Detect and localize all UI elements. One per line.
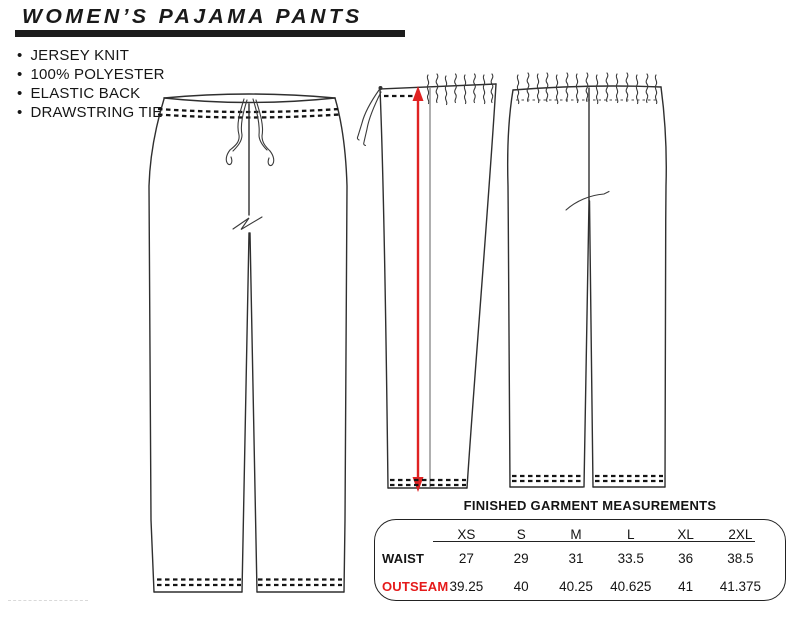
drawstring-front [226,99,273,166]
feature-text: DRAWSTRING TIE [30,104,163,121]
waist-value: 33.5 [617,551,644,566]
row-label-outseam: OUTSEAM [382,578,449,594]
side-view-drawing [357,74,496,492]
waist-value: 38.5 [727,551,754,566]
outseam-measure-arrow [413,86,424,492]
faint-guideline [8,600,88,601]
row-label-waist: WAIST [382,551,425,566]
front-view-drawing [149,94,347,592]
drawstring-side [357,90,381,146]
waist-value: 31 [568,551,584,566]
header-underline [433,541,755,542]
back-view-drawing [508,73,667,487]
break-mark [233,217,262,230]
page-title: WOMEN’S PAJAMA PANTS [22,6,363,28]
outseam-value: 40.625 [610,578,652,594]
outseam-value: 41 [678,578,694,594]
outseam-value: 40.25 [559,578,593,594]
elastic-gather-marks-side [427,74,493,105]
outseam-value: 41.375 [719,578,762,594]
size-header: M [570,527,582,542]
outseam-value: 40 [513,578,529,594]
outseam-value: 39.25 [449,578,484,594]
feature-text: 100% POLYESTER [30,66,165,83]
size-header: XS [457,527,476,542]
elastic-gather-marks-back [517,73,657,104]
waist-value: 27 [458,551,474,566]
size-header: 2XL [728,527,753,542]
measurements-table [374,519,786,601]
drawstring-knot [379,86,383,90]
back-rise-curve [566,192,609,211]
size-header: L [627,527,635,542]
size-header: XL [677,527,694,542]
feature-text: ELASTIC BACK [30,85,141,102]
feature-text: JERSEY KNIT [30,47,130,64]
waist-value: 36 [678,551,694,566]
waist-value: 29 [513,551,529,566]
measurements-caption: FINISHED GARMENT MEASUREMENTS [463,498,717,513]
size-header: S [516,527,526,542]
